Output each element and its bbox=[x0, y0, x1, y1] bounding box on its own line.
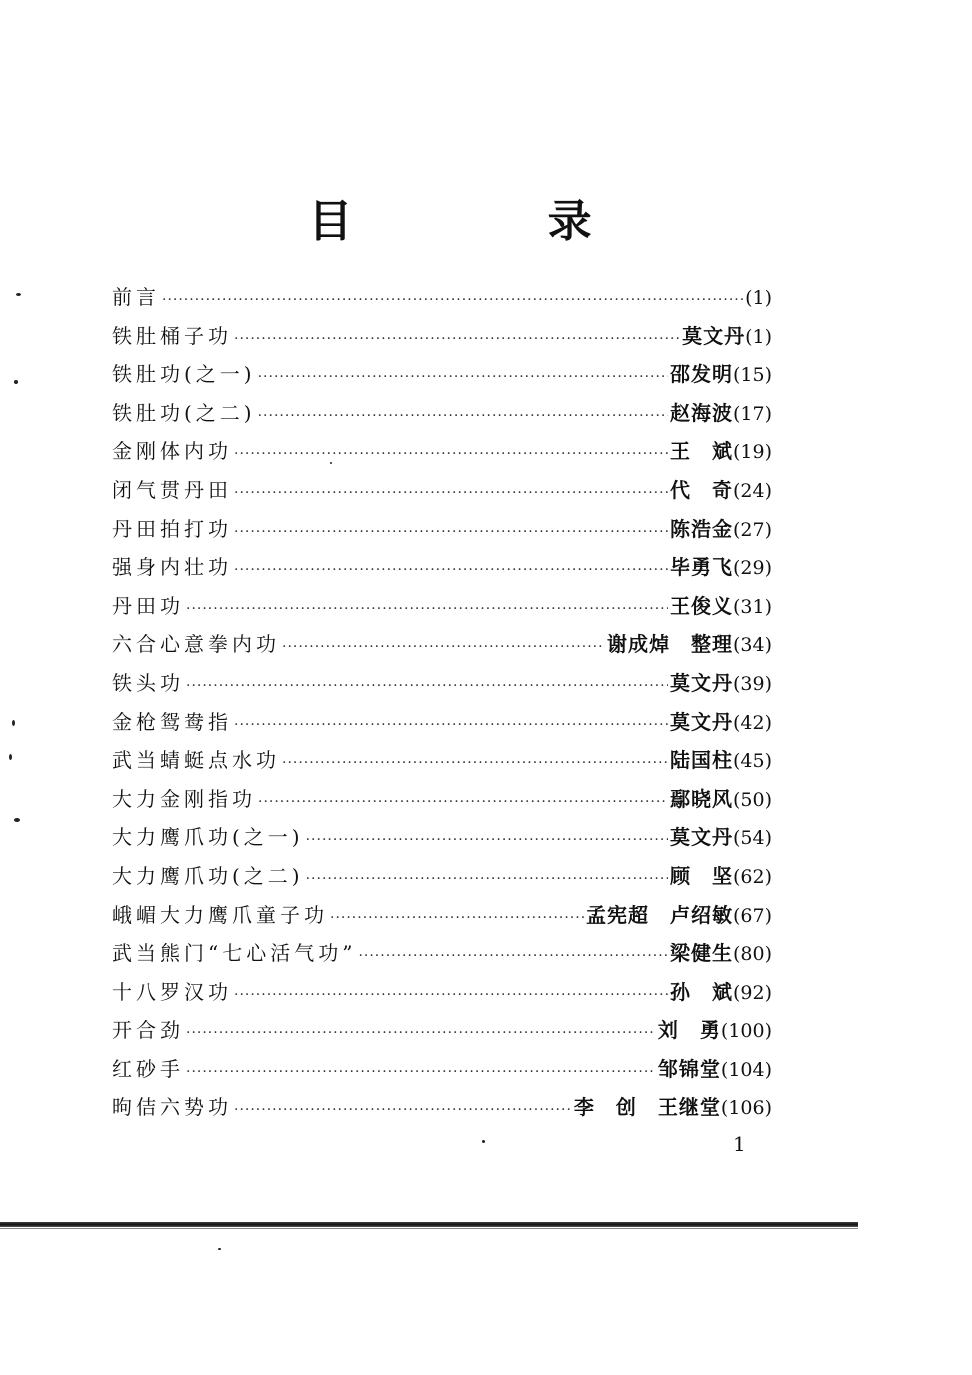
toc-leader-dots bbox=[330, 899, 584, 938]
toc-entry-page: (100) bbox=[720, 1020, 772, 1043]
toc-entry bbox=[112, 317, 772, 356]
toc-entry bbox=[112, 432, 772, 471]
toc-leader-dots bbox=[234, 320, 680, 359]
scan-speck bbox=[12, 720, 15, 726]
toc-entry-page: (19) bbox=[732, 441, 772, 464]
toc-entry-author: 陆国柱 bbox=[669, 748, 733, 773]
toc-entry bbox=[112, 973, 772, 1012]
toc-entry-author: 梁健生 bbox=[669, 941, 733, 966]
toc-entry-author: 陈浩金 bbox=[669, 516, 733, 541]
toc-entry-title: 丹田功 bbox=[112, 593, 184, 618]
scan-speck bbox=[14, 818, 20, 822]
toc-entry bbox=[112, 510, 772, 549]
toc-entry bbox=[112, 741, 772, 780]
toc-entry bbox=[112, 664, 772, 703]
toc-entry bbox=[112, 780, 772, 819]
toc-entry-author: 邵发明 bbox=[669, 362, 733, 387]
scan-speck bbox=[14, 380, 18, 384]
toc-entry-title: 闭气贯丹田 bbox=[112, 477, 232, 502]
toc-entry bbox=[112, 548, 772, 587]
toc-entry-page: (1) bbox=[745, 325, 772, 348]
toc-entry-author: 毕勇飞 bbox=[669, 555, 733, 580]
toc-entry-title: 昫佶六势功 bbox=[112, 1095, 232, 1120]
page-number: 1 bbox=[733, 1132, 746, 1156]
toc-entry-page: (92) bbox=[732, 981, 772, 1004]
toc-entry bbox=[112, 1050, 772, 1089]
toc-entry bbox=[112, 355, 772, 394]
toc-entry-title: 铁肚功(之二) bbox=[112, 400, 256, 425]
toc-entry-title: 十八罗汉功 bbox=[112, 979, 232, 1004]
toc-entry-page: (31) bbox=[732, 595, 772, 618]
toc-entry-page: (15) bbox=[732, 364, 772, 387]
toc-entry-page: (29) bbox=[732, 557, 772, 580]
toc-leader-dots bbox=[258, 358, 668, 397]
scan-speck bbox=[218, 1248, 221, 1250]
toc-entry-page: (67) bbox=[732, 904, 772, 927]
toc-entry-author: 莫文丹 bbox=[682, 323, 746, 348]
toc-entry-page: (27) bbox=[732, 518, 772, 541]
toc-leader-dots bbox=[306, 860, 668, 899]
toc-entry-author: 刘 勇 bbox=[657, 1018, 721, 1043]
toc-entry-author: 李 创 王继堂 bbox=[573, 1095, 721, 1120]
toc-entry bbox=[112, 857, 772, 896]
toc-leader-dots bbox=[186, 1014, 656, 1053]
toc-entry-title: 铁头功 bbox=[112, 670, 184, 695]
toc-entry-title: 丹田拍打功 bbox=[112, 516, 232, 541]
toc-entry-author: 莫文丹 bbox=[669, 670, 733, 695]
toc-entry-page: (17) bbox=[732, 402, 772, 425]
toc-entry bbox=[112, 587, 772, 626]
toc-leader-dots bbox=[306, 821, 668, 860]
toc-entry-title: 开合劲 bbox=[112, 1018, 184, 1043]
toc-entry-author: 孙 斌 bbox=[669, 979, 733, 1004]
toc-leader-dots bbox=[186, 667, 668, 706]
toc-entry-author: 莫文丹 bbox=[669, 709, 733, 734]
page-title: 目 录 bbox=[308, 196, 682, 247]
toc-entry-page: (45) bbox=[732, 750, 772, 773]
toc-entry-title: 铁肚桶子功 bbox=[112, 323, 232, 348]
toc-entry bbox=[112, 934, 772, 973]
toc-leader-dots bbox=[186, 590, 668, 629]
toc-entry-page: (54) bbox=[732, 827, 772, 850]
toc-entry-title: 大力金刚指功 bbox=[112, 786, 256, 811]
toc-entry-title: 金枪鸳鸯指 bbox=[112, 709, 232, 734]
toc-entry bbox=[112, 703, 772, 742]
toc-entry-author: 赵海波 bbox=[669, 400, 733, 425]
toc-entry-page: (1) bbox=[745, 287, 772, 309]
toc-entry-page: (42) bbox=[732, 711, 772, 734]
toc-entry-page: (24) bbox=[732, 479, 772, 502]
toc-entry-title: 强身内壮功 bbox=[112, 555, 232, 580]
scan-speck bbox=[9, 754, 12, 760]
toc-leader-dots bbox=[162, 281, 743, 320]
toc-entry-title: 六合心意拳内功 bbox=[112, 632, 280, 657]
toc-entry bbox=[112, 1011, 772, 1050]
toc-entry-page: (50) bbox=[732, 788, 772, 811]
toc-entry-page: (34) bbox=[732, 634, 772, 657]
scan-speck bbox=[16, 293, 21, 296]
toc-entry-author: 鄢晓风 bbox=[669, 786, 733, 811]
toc-entry-page: (80) bbox=[732, 943, 772, 966]
toc-entry-page: (106) bbox=[720, 1097, 772, 1120]
toc-entry bbox=[112, 471, 772, 510]
toc-entry-author: 王俊义 bbox=[669, 593, 733, 618]
toc-entry bbox=[112, 278, 772, 317]
toc-entry-title: 前言 bbox=[112, 285, 160, 309]
toc-entry bbox=[112, 896, 772, 935]
toc-entry bbox=[112, 818, 772, 857]
toc-entry bbox=[112, 394, 772, 433]
toc-entry-author: 谢成焯 整理 bbox=[606, 632, 733, 657]
toc-entry-title: 红砂手 bbox=[112, 1056, 184, 1081]
toc-entry-author: 孟宪超 卢绍敏 bbox=[585, 902, 733, 927]
toc-leader-dots bbox=[186, 1053, 656, 1092]
toc-leader-dots bbox=[234, 1091, 572, 1130]
toc-entry-author: 邹锦堂 bbox=[657, 1056, 721, 1081]
toc-entry-author: 王 斌 bbox=[669, 439, 733, 464]
scan-speck bbox=[330, 462, 332, 464]
toc-entry bbox=[112, 625, 772, 664]
toc-entry-author: 莫文丹 bbox=[669, 825, 733, 850]
toc-entry-title: 武当熊门“七心活气功” bbox=[112, 941, 357, 966]
toc-entry-page: (39) bbox=[732, 672, 772, 695]
toc-leader-dots bbox=[234, 474, 668, 513]
toc-entry-title: 铁肚功(之一) bbox=[112, 362, 256, 387]
toc-leader-dots bbox=[234, 513, 668, 552]
toc-entry-page: (104) bbox=[720, 1058, 772, 1081]
toc-leader-dots bbox=[234, 551, 668, 590]
toc-entry-title: 大力鹰爪功(之二) bbox=[112, 863, 304, 888]
toc-leader-dots bbox=[282, 628, 605, 667]
toc-leader-dots bbox=[258, 783, 668, 822]
toc-leader-dots bbox=[282, 744, 668, 783]
toc-entry-title: 大力鹰爪功(之一) bbox=[112, 825, 304, 850]
toc-entry-title: 武当蜻蜓点水功 bbox=[112, 748, 280, 773]
scan-edge-line-thin bbox=[0, 1228, 858, 1229]
toc-entry-title: 金刚体内功 bbox=[112, 439, 232, 464]
toc-leader-dots bbox=[234, 435, 668, 474]
toc-leader-dots bbox=[234, 706, 668, 745]
table-of-contents bbox=[112, 278, 772, 1127]
toc-entry bbox=[112, 1088, 772, 1127]
toc-entry-author: 代 奇 bbox=[669, 477, 733, 502]
scan-edge-line bbox=[0, 1222, 858, 1227]
toc-leader-dots bbox=[258, 397, 668, 436]
toc-entry-author: 顾 坚 bbox=[669, 863, 733, 888]
toc-leader-dots bbox=[358, 937, 668, 976]
toc-entry-page: (62) bbox=[732, 865, 772, 888]
scan-speck bbox=[482, 1140, 485, 1143]
toc-leader-dots bbox=[234, 976, 668, 1015]
toc-entry-title: 峨嵋大力鹰爪童子功 bbox=[112, 902, 328, 927]
